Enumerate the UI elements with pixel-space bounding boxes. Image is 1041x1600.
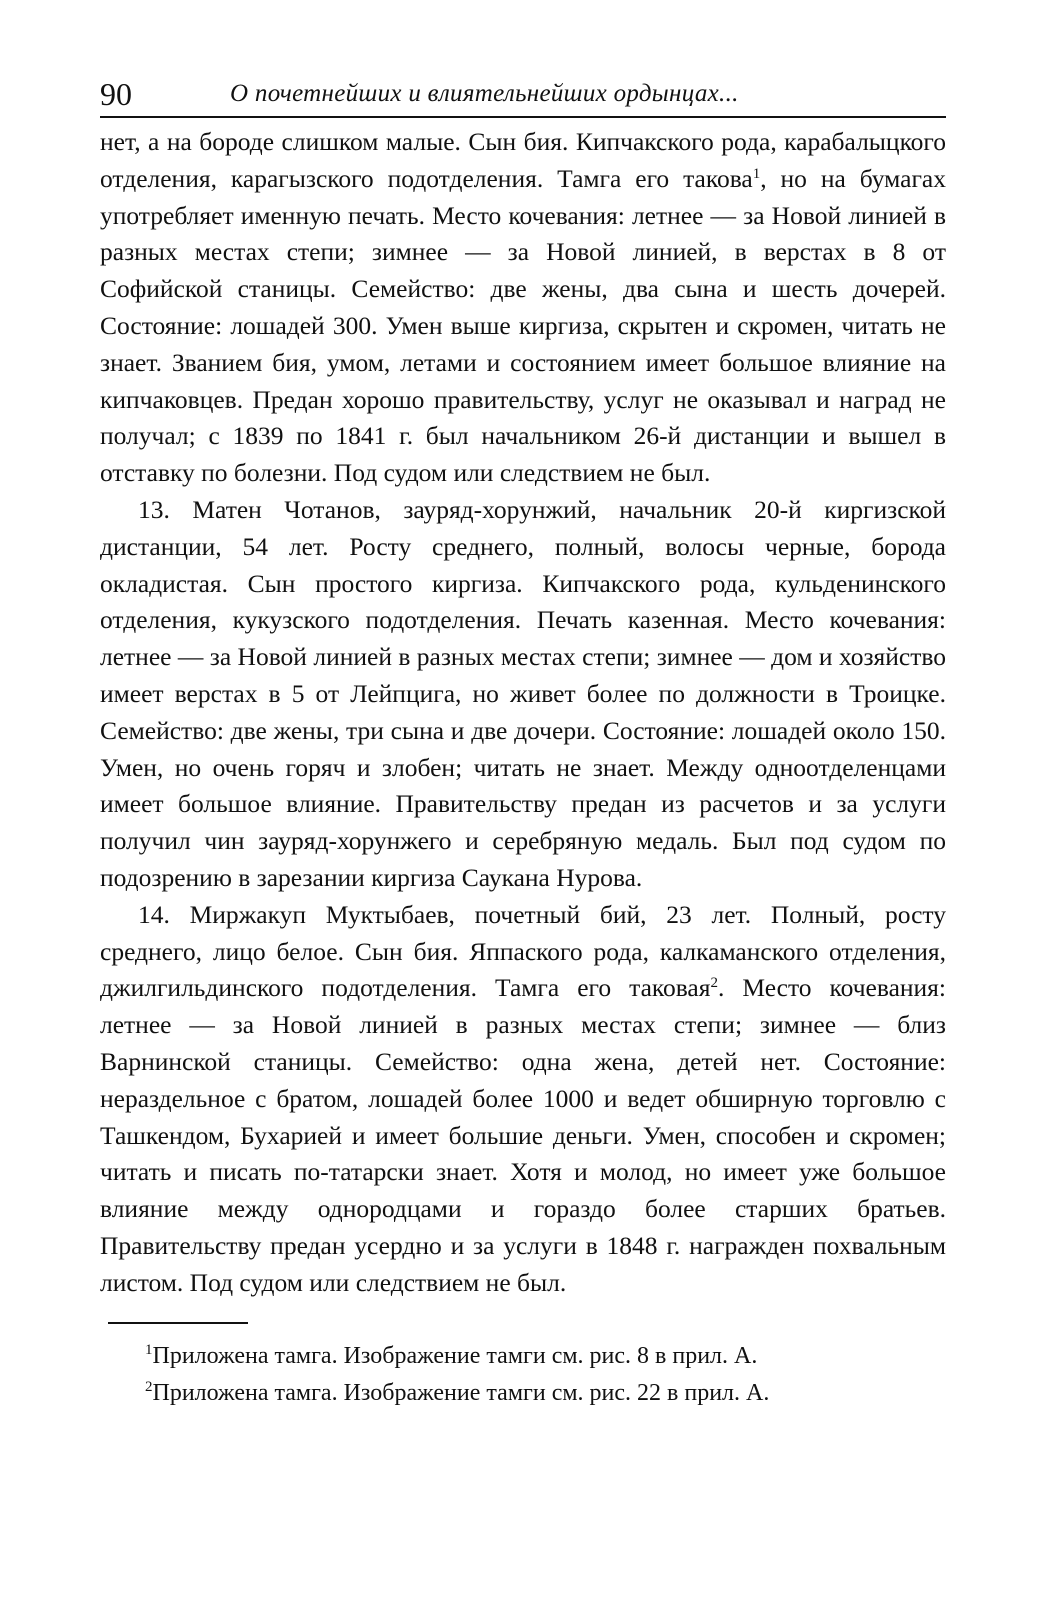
paragraph-text: 14. Миржакуп Муктыбаев, почетный бий, 23 лет. Полный, росту среднего, лицо белое. Сын бия. Яппаского рода, калкаманского отделения, джилгильдинского подотделения. Тамга его таковая — [100, 899, 946, 1003]
footnote-2 — [145, 1375, 769, 1412]
body-text — [100, 124, 946, 1302]
book-page — [100, 70, 946, 1302]
paragraph-text: , но на бумагах употребляет именную печать. Место кочевания: летнее — за Новой линией в разных местах степи; зимнее — за Новой линией, в верстах в 8 от Софийской станицы. Семейство: две жены, два сына и шесть дочерей. Состояние: лошадей 300. Умен выше киргиза, скрытен и скромен, читать не знает. Званием бия, умом, летами и состоянием имеет большое влияние на кипчаковцев. Предан хорошо правительству, услуг не оказывал и наград не получал; с 1839 по 1841 г. был начальником 26-й дистанции и вышел в отставку по болезни. Под судом или следствием не был. — [100, 163, 946, 488]
footnote-text: Приложена тамга. Изображение тамги см. рис. 22 в прил. А. — [152, 1380, 770, 1406]
footnote-divider — [108, 1322, 248, 1324]
footnote-text: Приложена тамга. Изображение тамги см. рис. 8 в прил. А. — [152, 1343, 758, 1369]
paragraph-entry-13 — [100, 492, 946, 897]
footnote-mark: 1 — [145, 1342, 153, 1358]
footnote-ref: 1 — [752, 165, 761, 182]
paragraph-entry-14 — [100, 897, 946, 1302]
paragraph-text: нет, а на бороде слишком малые. Сын бия. Кипчакского рода, карабалыцкого отделения, карагызского подотделения. Тамга его такова — [100, 127, 946, 193]
paragraph-text: . Место кочевания: летнее — за Новой линией в разных местах степи; зимнее — близ Варнинской станицы. Семейство: одна жена, детей нет. Состояние: нераздельное с братом, лошадей более 1000 и ведет обширную торговлю с Ташкендом, Бухарией и имеет большие деньги. Умен, способен и скромен; читать и писать по-татарски знает. Хотя и молод, но имеет уже большое влияние между однородцами и гораздо более старших братьев. Правительству предан усердно и за услуги в 1848 г. награжден похвальным листом. Под судом или следствием не был. — [100, 973, 946, 1297]
footnotes — [145, 1338, 769, 1412]
running-head — [100, 70, 946, 118]
running-title: О почетнейших и влиятельнейших ордынцах... — [230, 80, 739, 107]
footnote-1 — [145, 1338, 769, 1375]
footnote-ref: 2 — [710, 975, 718, 992]
page-number: 90 — [100, 76, 132, 112]
paragraph-continued — [100, 124, 946, 492]
paragraph-text: 13. Матен Чотанов, зауряд-хорунжий, начальник 20-й киргизской дистанции, 54 лет. Росту среднего, полный, волосы черные, борода окладистая. Сын простого киргиза. Кипчакского рода, кульденинского отделения, кукузского подотделения. Печать казенная. Место кочевания: летнее — за Новой линией в разных местах степи; зимнее — дом и хозяйство имеет верстах в 5 от Лейпцига, но живет более по должности в Троицке. Семейство: две жены, три сына и две дочери. Состояние: лошадей около 150. Умен, но очень горяч и злобен; читать не знает. Между одноотделенцами имеет большое влияние. Правительству предан из расчетов и за услуги получил чин зауряд-хорунжего и серебряную медаль. Был под судом по подозрению в зарезании киргиза Саукана Нурова. — [100, 494, 946, 892]
footnote-mark: 2 — [145, 1379, 153, 1395]
